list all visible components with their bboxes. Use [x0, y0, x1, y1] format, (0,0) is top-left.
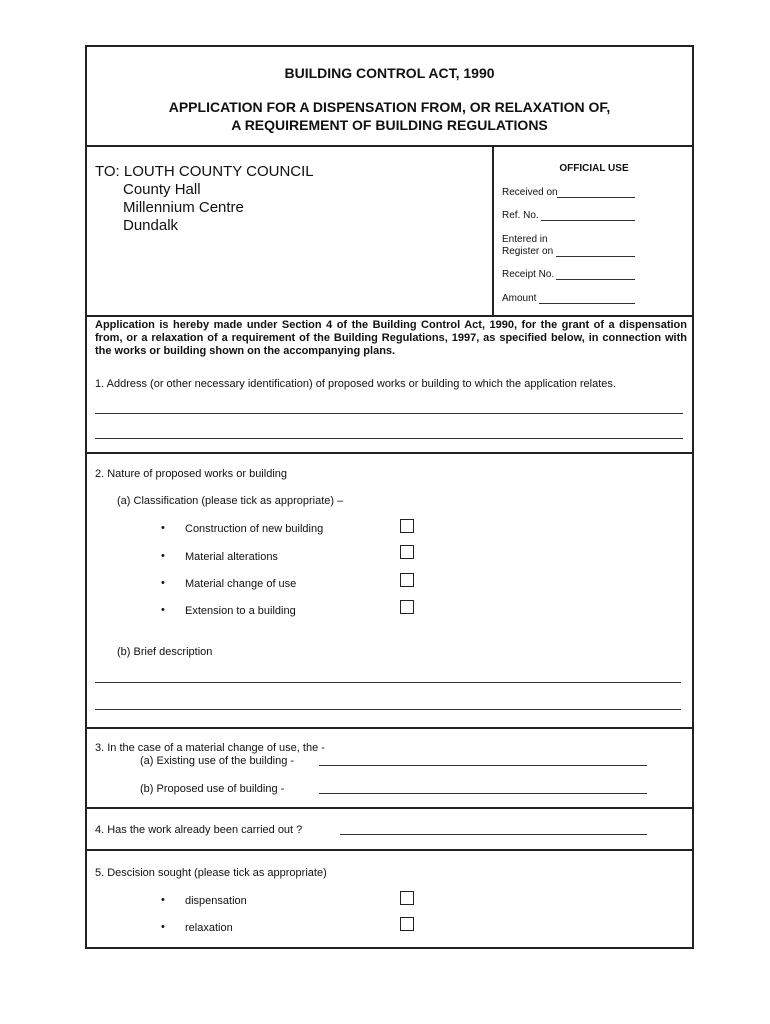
- bullet: •: [161, 604, 165, 616]
- receipt-no-field[interactable]: [556, 279, 635, 280]
- proposed-use-field[interactable]: [319, 793, 647, 794]
- addressee-to: TO: LOUTH COUNTY COUNCIL: [95, 163, 314, 180]
- material-alterations-checkbox[interactable]: [400, 545, 414, 559]
- application-title-line2: A REQUIREMENT OF BUILDING REGULATIONS: [231, 117, 548, 133]
- relaxation-checkbox[interactable]: [400, 917, 414, 931]
- entered-in-label: Entered in: [502, 234, 548, 245]
- bullet: •: [161, 894, 165, 906]
- section2-sub-b: (b) Brief description: [117, 646, 213, 658]
- option-change-of-use-label: Material change of use: [185, 578, 297, 590]
- description-field-line2[interactable]: [95, 709, 681, 710]
- work-carried-out-field[interactable]: [340, 834, 647, 835]
- option-relaxation-label: relaxation: [185, 922, 233, 934]
- intro-paragraph: Application is hereby made under Section 4 of the Building Control Act, 1990, for the grant of a dispensation from, or a relaxation of a requirement of the Building Regulations, 1997, as specified below, in connection with the works or building shown on the accompanying plans.: [95, 319, 687, 357]
- application-form: [85, 45, 694, 949]
- section3-sub-a: (a) Existing use of the building -: [140, 755, 295, 767]
- extension-checkbox[interactable]: [400, 600, 414, 614]
- dispensation-checkbox[interactable]: [400, 891, 414, 905]
- register-on-label: Register on: [502, 246, 554, 257]
- option-extension-label: Extension to a building: [185, 605, 296, 617]
- bullet: •: [161, 921, 165, 933]
- option-material-alterations-label: Material alterations: [185, 551, 278, 563]
- existing-use-field[interactable]: [319, 765, 647, 766]
- addressee-line4: Dundalk: [123, 217, 179, 234]
- register-on-field[interactable]: [556, 256, 635, 257]
- option-dispensation-label: dispensation: [185, 895, 247, 907]
- divider: [87, 452, 692, 454]
- bullet: •: [161, 577, 165, 589]
- application-title-line1: APPLICATION FOR A DISPENSATION FROM, OR RELAXATION OF,: [168, 99, 611, 115]
- section4-label: 4. Has the work already been carried out ?: [95, 824, 303, 836]
- bullet: •: [161, 550, 165, 562]
- ref-no-field[interactable]: [541, 220, 635, 221]
- amount-label: Amount: [502, 293, 537, 304]
- act-title: BUILDING CONTROL ACT, 1990: [284, 65, 495, 81]
- official-use-heading: OFFICIAL USE: [559, 163, 629, 174]
- addressee-line2: County Hall: [123, 181, 201, 198]
- section1-label: 1. Address (or other necessary identification) of proposed works or building to which the application relates.: [95, 378, 616, 390]
- bullet: •: [161, 522, 165, 534]
- received-on-field[interactable]: [557, 197, 635, 198]
- divider: [87, 727, 692, 729]
- new-building-checkbox[interactable]: [400, 519, 414, 533]
- address-field-line1[interactable]: [95, 413, 683, 414]
- divider: [87, 315, 692, 317]
- description-field-line1[interactable]: [95, 682, 681, 683]
- section3-sub-b: (b) Proposed use of building -: [140, 783, 285, 795]
- ref-no-label: Ref. No.: [502, 210, 539, 221]
- section5-label: 5. Descision sought (please tick as appropriate): [95, 867, 327, 879]
- official-use-box: [492, 147, 694, 315]
- addressee-line3: Millennium Centre: [123, 199, 244, 216]
- section2-sub-a: (a) Classification (please tick as appropriate) –: [117, 495, 344, 507]
- receipt-no-label: Receipt No.: [502, 269, 555, 280]
- change-of-use-checkbox[interactable]: [400, 573, 414, 587]
- divider: [87, 807, 692, 809]
- address-field-line2[interactable]: [95, 438, 683, 439]
- option-new-building-label: Construction of new building: [185, 523, 324, 535]
- amount-field[interactable]: [539, 303, 635, 304]
- divider: [87, 849, 692, 851]
- section3-label: 3. In the case of a material change of use, the -: [95, 742, 325, 754]
- received-on-label: Received on: [502, 187, 558, 198]
- section2-label: 2. Nature of proposed works or building: [95, 468, 287, 480]
